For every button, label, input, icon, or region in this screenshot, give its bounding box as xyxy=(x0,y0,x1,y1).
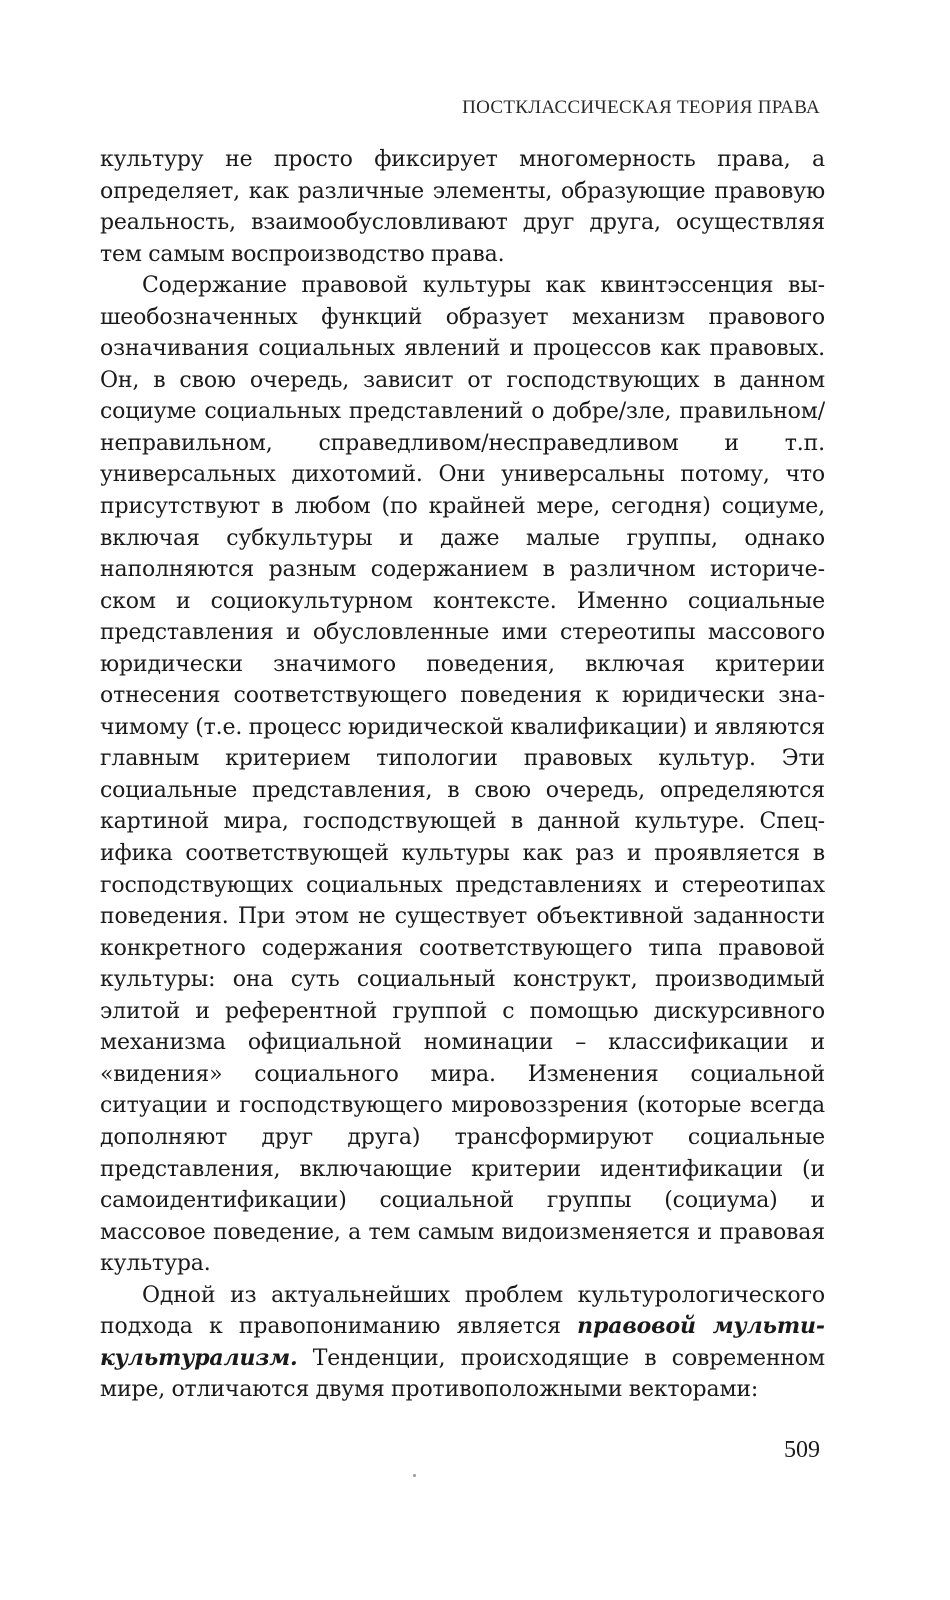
running-header: ПОСТКЛАССИЧЕСКАЯ ТЕОРИЯ ПРАВА xyxy=(462,97,820,118)
emphasized-term: правовой мультикультурализм. xyxy=(100,1313,825,1371)
page-number: 509 xyxy=(784,1437,820,1463)
paragraph-1: культуру не просто фиксирует многомерность права, а определяет, как различные элементы, образующие правовую реальность, взаимообусловливают друг друга, осуществляя тем самым воспроизводство права. xyxy=(100,147,825,267)
scan-speck xyxy=(413,1474,416,1477)
body-text xyxy=(100,144,825,1406)
paragraph-3-start: Одной из актуальнейших проблем культурологического подхода к правопониманию является xyxy=(100,1282,825,1340)
paragraph-3 xyxy=(100,1280,825,1406)
paragraph-3-end: Тенденции, происходящие в современном мире, отличаются двумя противоположными векторами: xyxy=(100,1345,825,1403)
paragraph-2: Содержание правовой культуры как квинтэссенция вышеобозначенных функций образует механизм правового означивания социальных явлений и процессов как правовых. Он, в свою очередь, зависит от господствующих в данном социуме социальных представлений о добре/зле, правильном/неправильном, справедливом/несправедливом и т.п. универсальных дихотомий. Они универсальны потому, что присутствуют в любом (по крайней мере, сегодня) социуме, включая субкультуры и даже малые группы, однако наполняются разным содержанием в различном историческом и социокультурном контексте. Именно социальные представления и обусловленные ими стереотипы массового юридически значимого поведения, включая критерии отнесения соответствующего поведения к юридически значимому (т.е. процесс юридической квалификации) и являются главным критерием типологии правовых культур. Эти социальные представления, в свою очередь, определяются картиной мира, господствующей в данной культуре. Специфика соответствующей культуры как раз и проявляется в господствующих социальных представлениях и стереотипах поведения. При этом не существует объективной заданности конкретного содержания соответствующего типа правовой культуры: она суть социальный конструкт, производимый элитой и референтной группой с помощью дискурсивного механизма официальной номинации – классификации и «видения» социального мира. Изменения социальной ситуации и господствующего мировоззрения (которые всегда дополняют друг друга) трансформируют социальные представления, включающие критерии идентификации (и самоидентификации) социальной группы (социума) и массовое поведение, а тем самым видоизменяется и правовая культура. xyxy=(100,273,825,1277)
